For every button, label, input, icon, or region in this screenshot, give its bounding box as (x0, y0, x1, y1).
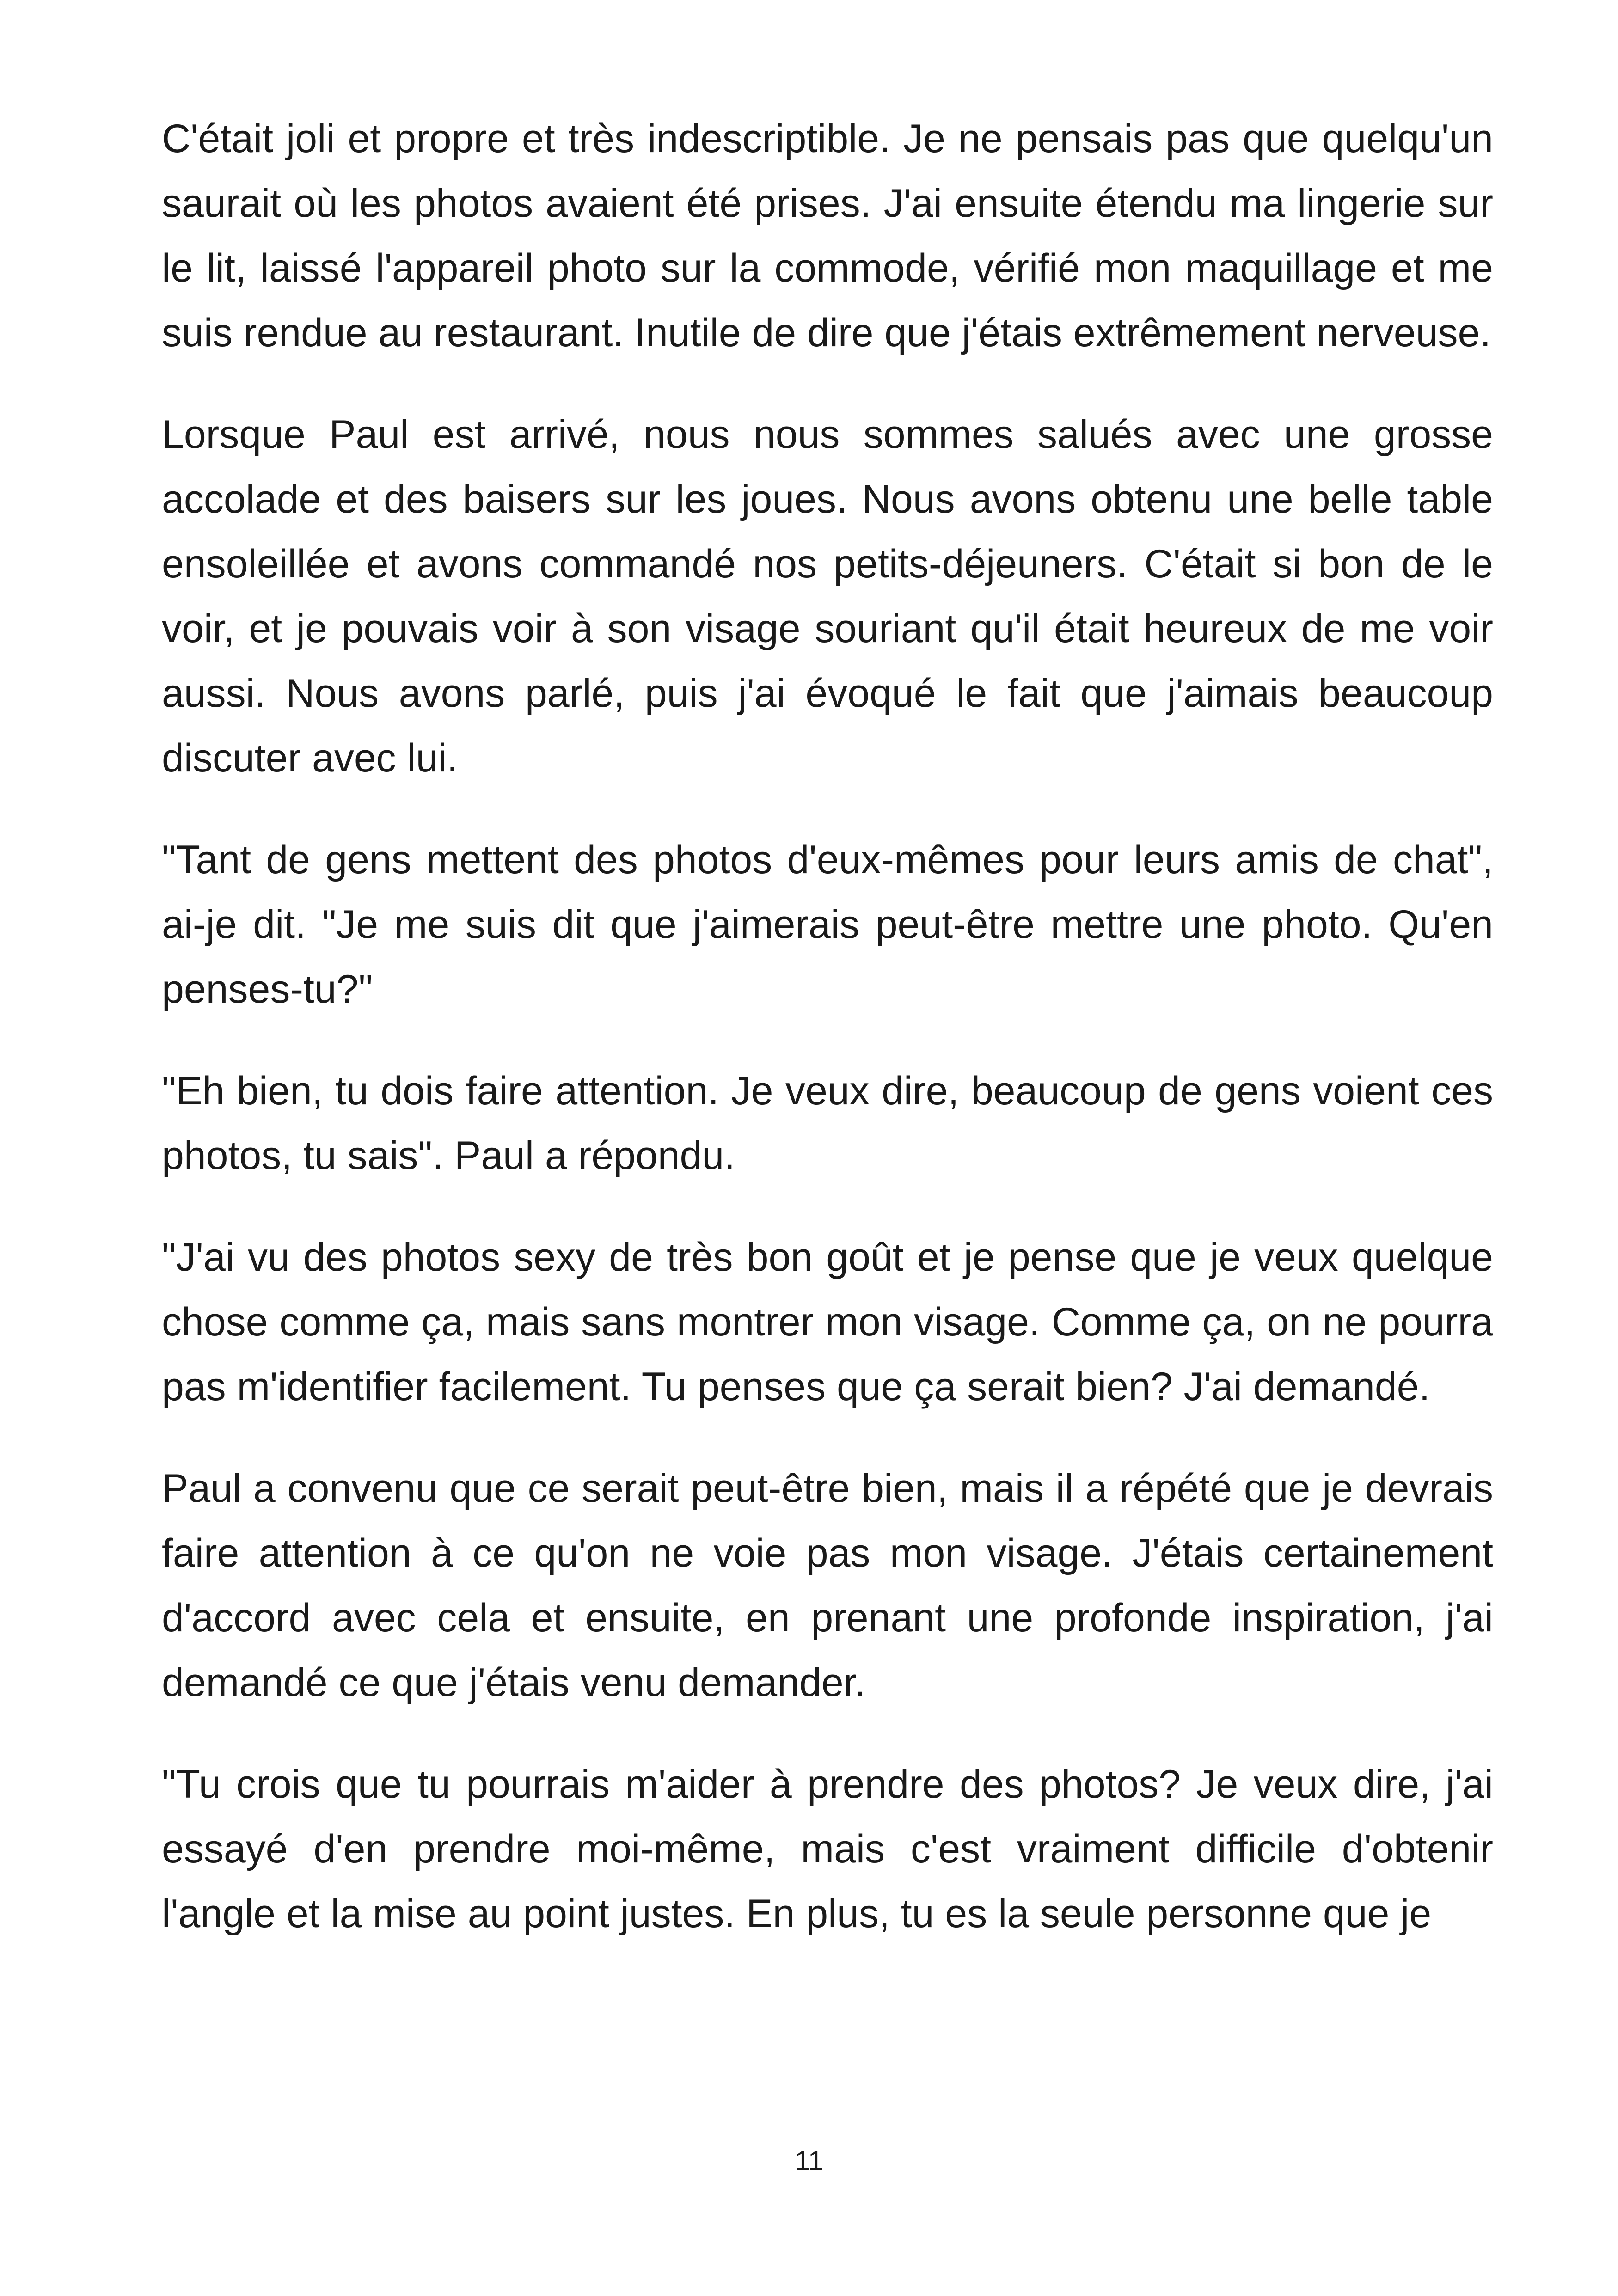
paragraph: "Tant de gens mettent des photos d'eux-mêmes pour leurs amis de chat", ai-je dit. "Je me suis dit que j'aimerais peut-être mettre une photo. Qu'en penses-tu?" (162, 838, 1493, 1011)
paragraph: Lorsque Paul est arrivé, nous nous sommes salués avec une grosse accolade et des baisers sur les joues. Nous avons obtenu une belle table ensoleillée et avons commandé nos petits-déjeuners. C'était si bon de le voir, et je pouvais voir à son visage souriant qu'il était heureux de me voir aussi. Nous avons parlé, puis j'ai évoqué le fait que j'aimais beaucoup discuter avec lui. (162, 412, 1493, 780)
page-number: 11 (794, 2145, 824, 2176)
paragraph: "Tu crois que tu pourrais m'aider à prendre des photos? Je veux dire, j'ai essayé d'en prendre moi-même, mais c'est vraiment difficile d'obtenir l'angle et la mise au point justes. En plus, tu es la seule personne que je (162, 1762, 1493, 1936)
paragraph: C'était joli et propre et très indescriptible. Je ne pensais pas que quelqu'un saurait où les photos avaient été prises. J'ai ensuite étendu ma lingerie sur le lit, laissé l'appareil photo sur la commode, vérifié mon maquillage et me suis rendue au restaurant. Inutile de dire que j'étais extrêmement nerveuse. (162, 116, 1493, 355)
paragraph: "J'ai vu des photos sexy de très bon goût et je pense que je veux quelque chose comme ça, mais sans montrer mon visage. Comme ça, on ne pourra pas m'identifier facilement. Tu penses que ça serait bien? J'ai demandé. (162, 1235, 1493, 1409)
paragraph: "Eh bien, tu dois faire attention. Je veux dire, beaucoup de gens voient ces photos, tu sais". Paul a répondu. (162, 1069, 1493, 1178)
paragraph: Paul a convenu que ce serait peut-être bien, mais il a répété que je devrais faire attention à ce qu'on ne voie pas mon visage. J'étais certainement d'accord avec cela et ensuite, en prenant une profonde inspiration, j'ai demandé ce que j'étais venu demander. (162, 1466, 1493, 1705)
body-text (162, 106, 1493, 1983)
